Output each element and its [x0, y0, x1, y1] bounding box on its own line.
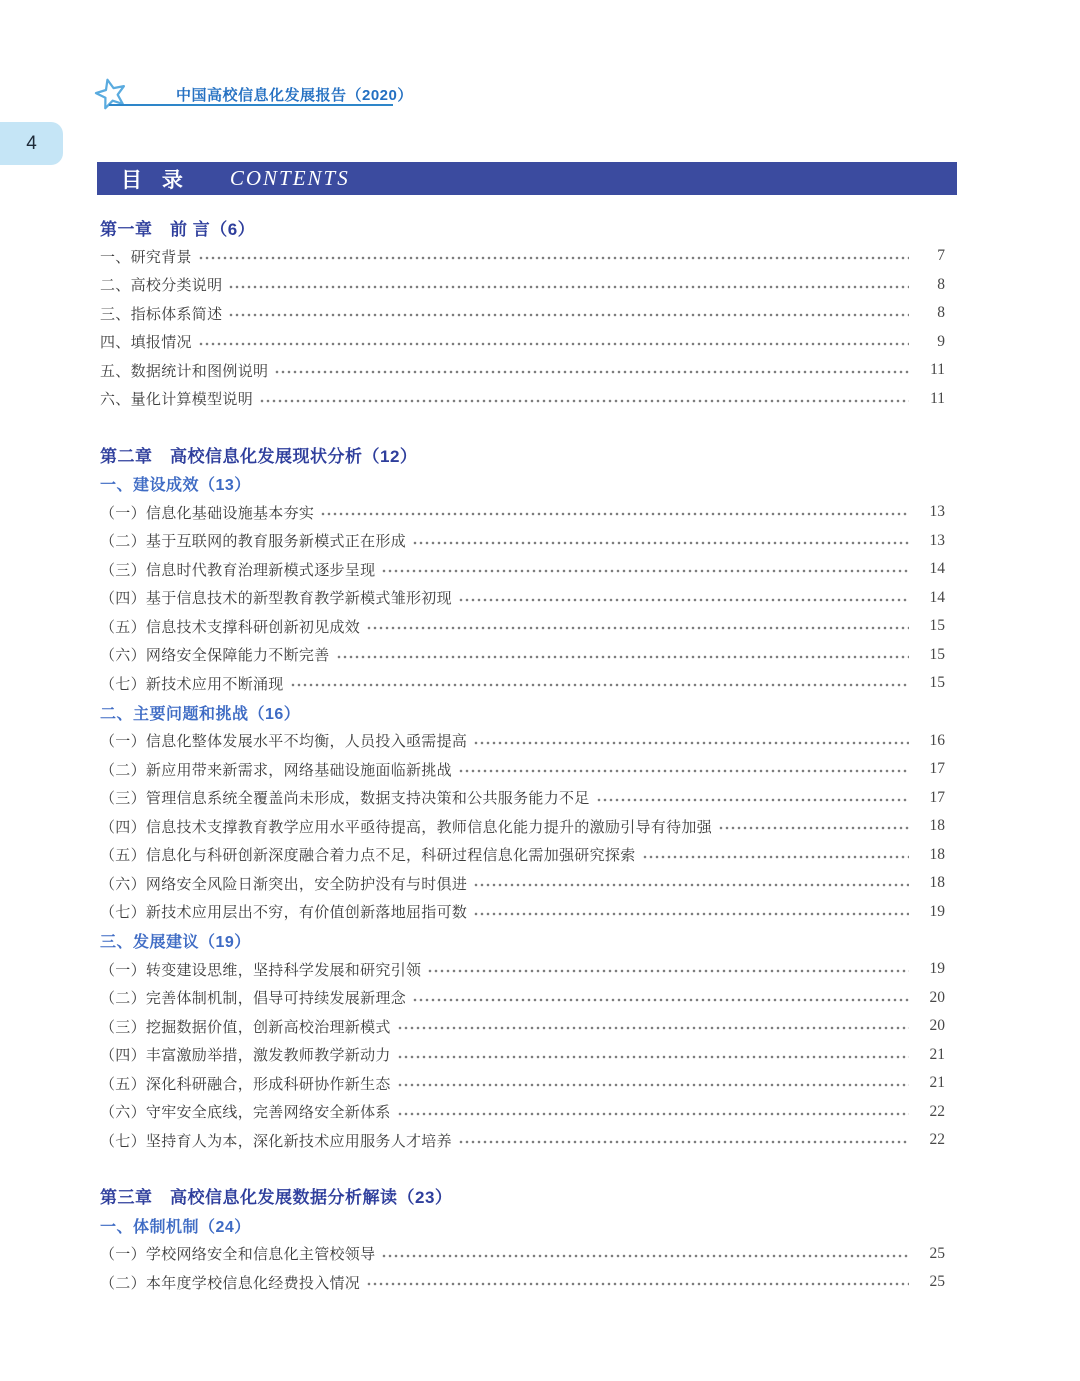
dotted-leader: [397, 1081, 909, 1089]
toc-item-row: [100, 1012, 945, 1041]
toc-item-label: 二、高校分类说明: [100, 277, 223, 295]
toc-item-label: （五）信息技术支撑科研创新初见成效: [100, 618, 361, 636]
toc-chapter-label: 第三章 高校信息化发展数据分析解读（23）: [100, 1188, 453, 1207]
toc-page-number: 17: [929, 760, 945, 778]
dotted-leader: [473, 739, 909, 747]
toc-page-number: 8: [937, 275, 945, 293]
toc-item-label: （二）新应用带来新需求，网络基础设施面临新挑战: [100, 761, 452, 779]
toc-item-label: （四）基于信息技术的新型教育教学新模式雏形初现: [100, 590, 452, 608]
star-icon: [89, 72, 133, 116]
dotted-leader: [198, 340, 909, 348]
toc-item-row: [100, 727, 945, 756]
toc-item-label: （二）完善体制机制，倡导可持续发展新理念: [100, 990, 407, 1008]
toc-item-row: [100, 755, 945, 784]
toc-item-label: （三）挖掘数据价值，创新高校治理新模式: [100, 1018, 391, 1036]
toc-item-label: （六）网络安全风险日渐突出，安全防护没有与时俱进: [100, 875, 468, 893]
toc-chapter-row: [100, 212, 945, 242]
toc-item-row: [100, 669, 945, 698]
toc-item-row: [100, 584, 945, 613]
toc-section-label: 一、建设成效（13）: [100, 477, 251, 494]
toc-item-label: （六）网络安全保障能力不断完善: [100, 647, 330, 665]
toc-page-number: 7: [937, 247, 945, 265]
toc-item-row: [100, 812, 945, 841]
toc-item-row: [100, 1041, 945, 1070]
toc-item-row: [100, 555, 945, 584]
toc-page-number: 14: [929, 588, 945, 606]
toc-item-label: （一）信息化整体发展水平不均衡，人员投入亟需提高: [100, 733, 468, 751]
page-number-tab: 4: [0, 122, 63, 165]
toc-page-number: 15: [929, 674, 945, 692]
toc-item-row: [100, 1126, 945, 1155]
dotted-leader: [642, 853, 909, 861]
toc-section-row: [100, 469, 945, 498]
toc-item-row: [100, 1240, 945, 1269]
toc-item-row: [100, 498, 945, 527]
toc-item-label: （七）新技术应用层出不穷，有价值创新落地屈指可数: [100, 904, 468, 922]
toc-item-row: [100, 242, 945, 271]
toc-item-label: （五）信息化与科研创新深度融合着力点不足，科研过程信息化需加强研究探索: [100, 847, 636, 865]
dotted-leader: [228, 283, 909, 291]
toc-item-label: （四）丰富激励举措，激发教师教学新动力: [100, 1047, 391, 1065]
toc-item-label: 三、指标体系简述: [100, 305, 223, 323]
toc-page-number: 25: [929, 1244, 945, 1262]
toc-page-number: 8: [937, 304, 945, 322]
contents-title-en: CONTENTS: [229, 166, 350, 190]
toc-item-row: [100, 328, 945, 357]
dotted-leader: [381, 1252, 909, 1260]
contents-banner: [97, 162, 957, 195]
toc-page-number: 22: [929, 1102, 945, 1120]
toc-section-row: [100, 1211, 945, 1240]
dotted-leader: [718, 824, 909, 832]
toc-item-label: 五、数据统计和图例说明: [100, 362, 269, 380]
dotted-leader: [274, 368, 909, 376]
toc-chapter-row: [100, 1181, 945, 1211]
toc-page-number: 17: [929, 788, 945, 806]
dotted-leader: [381, 567, 909, 575]
toc-item-label: （七）新技术应用不断涌现: [100, 675, 284, 693]
dotted-leader: [458, 767, 909, 775]
toc-section-row: [100, 926, 945, 955]
dotted-leader: [412, 539, 909, 547]
toc-item-label: （一）转变建设思维，坚持科学发展和研究引领: [100, 961, 422, 979]
dotted-leader: [458, 1138, 909, 1146]
toc-page-number: 13: [929, 503, 945, 521]
dotted-leader: [458, 596, 909, 604]
dotted-leader: [336, 653, 909, 661]
toc-item-label: （一）学校网络安全和信息化主管校领导: [100, 1246, 376, 1264]
toc-item-label: （一）信息化基础设施基本夯实: [100, 504, 315, 522]
toc-page-number: 9: [937, 332, 945, 350]
dotted-leader: [397, 1024, 909, 1032]
toc-item-row: [100, 612, 945, 641]
toc-section-row: [100, 698, 945, 727]
toc-page-number: 25: [929, 1273, 945, 1291]
dotted-leader: [397, 1053, 909, 1061]
toc-section-label: 二、主要问题和挑战（16）: [100, 705, 301, 723]
toc-page-number: 11: [930, 361, 945, 379]
toc-item-row: [100, 527, 945, 556]
dotted-leader: [473, 910, 909, 918]
contents-title-zh: 目 录: [121, 168, 190, 192]
toc-item-label: （六）守牢安全底线，完善网络安全新体系: [100, 1104, 391, 1122]
toc-item-row: [100, 299, 945, 328]
toc-item-label: （七）坚持育人为本，深化新技术应用服务人才培养: [100, 1132, 452, 1150]
toc-chapter-label: 第一章 前 言（6）: [100, 219, 256, 239]
toc-page-number: 15: [929, 617, 945, 635]
toc-item-row: [100, 1069, 945, 1098]
toc-page-number: 21: [929, 1074, 945, 1092]
table-of-contents: [100, 212, 945, 1297]
toc-section-label: 三、发展建议（19）: [100, 934, 251, 951]
toc-page-number: 14: [929, 560, 945, 578]
toc-item-row: [100, 869, 945, 898]
dotted-leader: [596, 796, 909, 804]
dotted-leader: [366, 1280, 909, 1288]
toc-item-label: （二）本年度学校信息化经费投入情况: [100, 1274, 361, 1292]
toc-item-label: 六、量化计算模型说明: [100, 391, 254, 409]
dotted-leader: [290, 681, 909, 689]
dotted-leader: [427, 967, 909, 975]
toc-item-label: （三）信息时代教育治理新模式逐步呈现: [100, 561, 376, 579]
toc-item-row: [100, 784, 945, 813]
toc-page-number: 22: [929, 1131, 945, 1149]
dotted-leader: [320, 510, 909, 518]
toc-item-row: [100, 1268, 945, 1297]
toc-item-label: （三）管理信息系统全覆盖尚未形成，数据支持决策和公共服务能力不足: [100, 790, 590, 808]
dotted-leader: [366, 624, 909, 632]
toc-page-number: 20: [929, 1017, 945, 1035]
toc-chapter-label: 第二章 高校信息化发展现状分析（12）: [100, 446, 418, 466]
toc-page-number: 15: [929, 645, 945, 663]
dotted-leader: [259, 397, 909, 405]
toc-item-row: [100, 356, 945, 385]
toc-item-label: （二）基于互联网的教育服务新模式正在形成: [100, 533, 407, 551]
toc-item-label: 一、研究背景: [100, 248, 192, 266]
dotted-leader: [412, 996, 909, 1004]
toc-chapter-row: [100, 439, 945, 469]
toc-item-row: [100, 898, 945, 927]
toc-page-number: 13: [929, 531, 945, 549]
toc-item-row: [100, 984, 945, 1013]
toc-item-row: [100, 641, 945, 670]
toc-page-number: 21: [929, 1045, 945, 1063]
report-title: 中国高校信息化发展报告（2020）: [176, 87, 413, 104]
toc-page-number: 19: [929, 902, 945, 920]
toc-page-number: 16: [929, 731, 945, 749]
dotted-leader: [473, 881, 909, 889]
toc-page-number: 18: [929, 845, 945, 863]
toc-page-number: 19: [929, 960, 945, 978]
toc-page-number: 20: [929, 988, 945, 1006]
toc-item-row: [100, 841, 945, 870]
toc-item-row: [100, 1098, 945, 1127]
toc-item-label: 四、填报情况: [100, 334, 192, 352]
toc-item-row: [100, 385, 945, 414]
toc-item-label: （五）深化科研融合，形成科研协作新生态: [100, 1075, 391, 1093]
toc-page-number: 11: [930, 389, 945, 407]
dotted-leader: [397, 1110, 909, 1118]
toc-section-label: 一、体制机制（24）: [100, 1218, 251, 1236]
toc-item-row: [100, 271, 945, 300]
dotted-leader: [228, 311, 909, 319]
toc-item-row: [100, 955, 945, 984]
toc-page-number: 18: [929, 817, 945, 835]
toc-page-number: 18: [929, 874, 945, 892]
toc-item-label: （四）信息技术支撑教育教学应用水平亟待提高，教师信息化能力提升的激励引导有待加强: [100, 818, 713, 836]
dotted-leader: [198, 254, 909, 262]
